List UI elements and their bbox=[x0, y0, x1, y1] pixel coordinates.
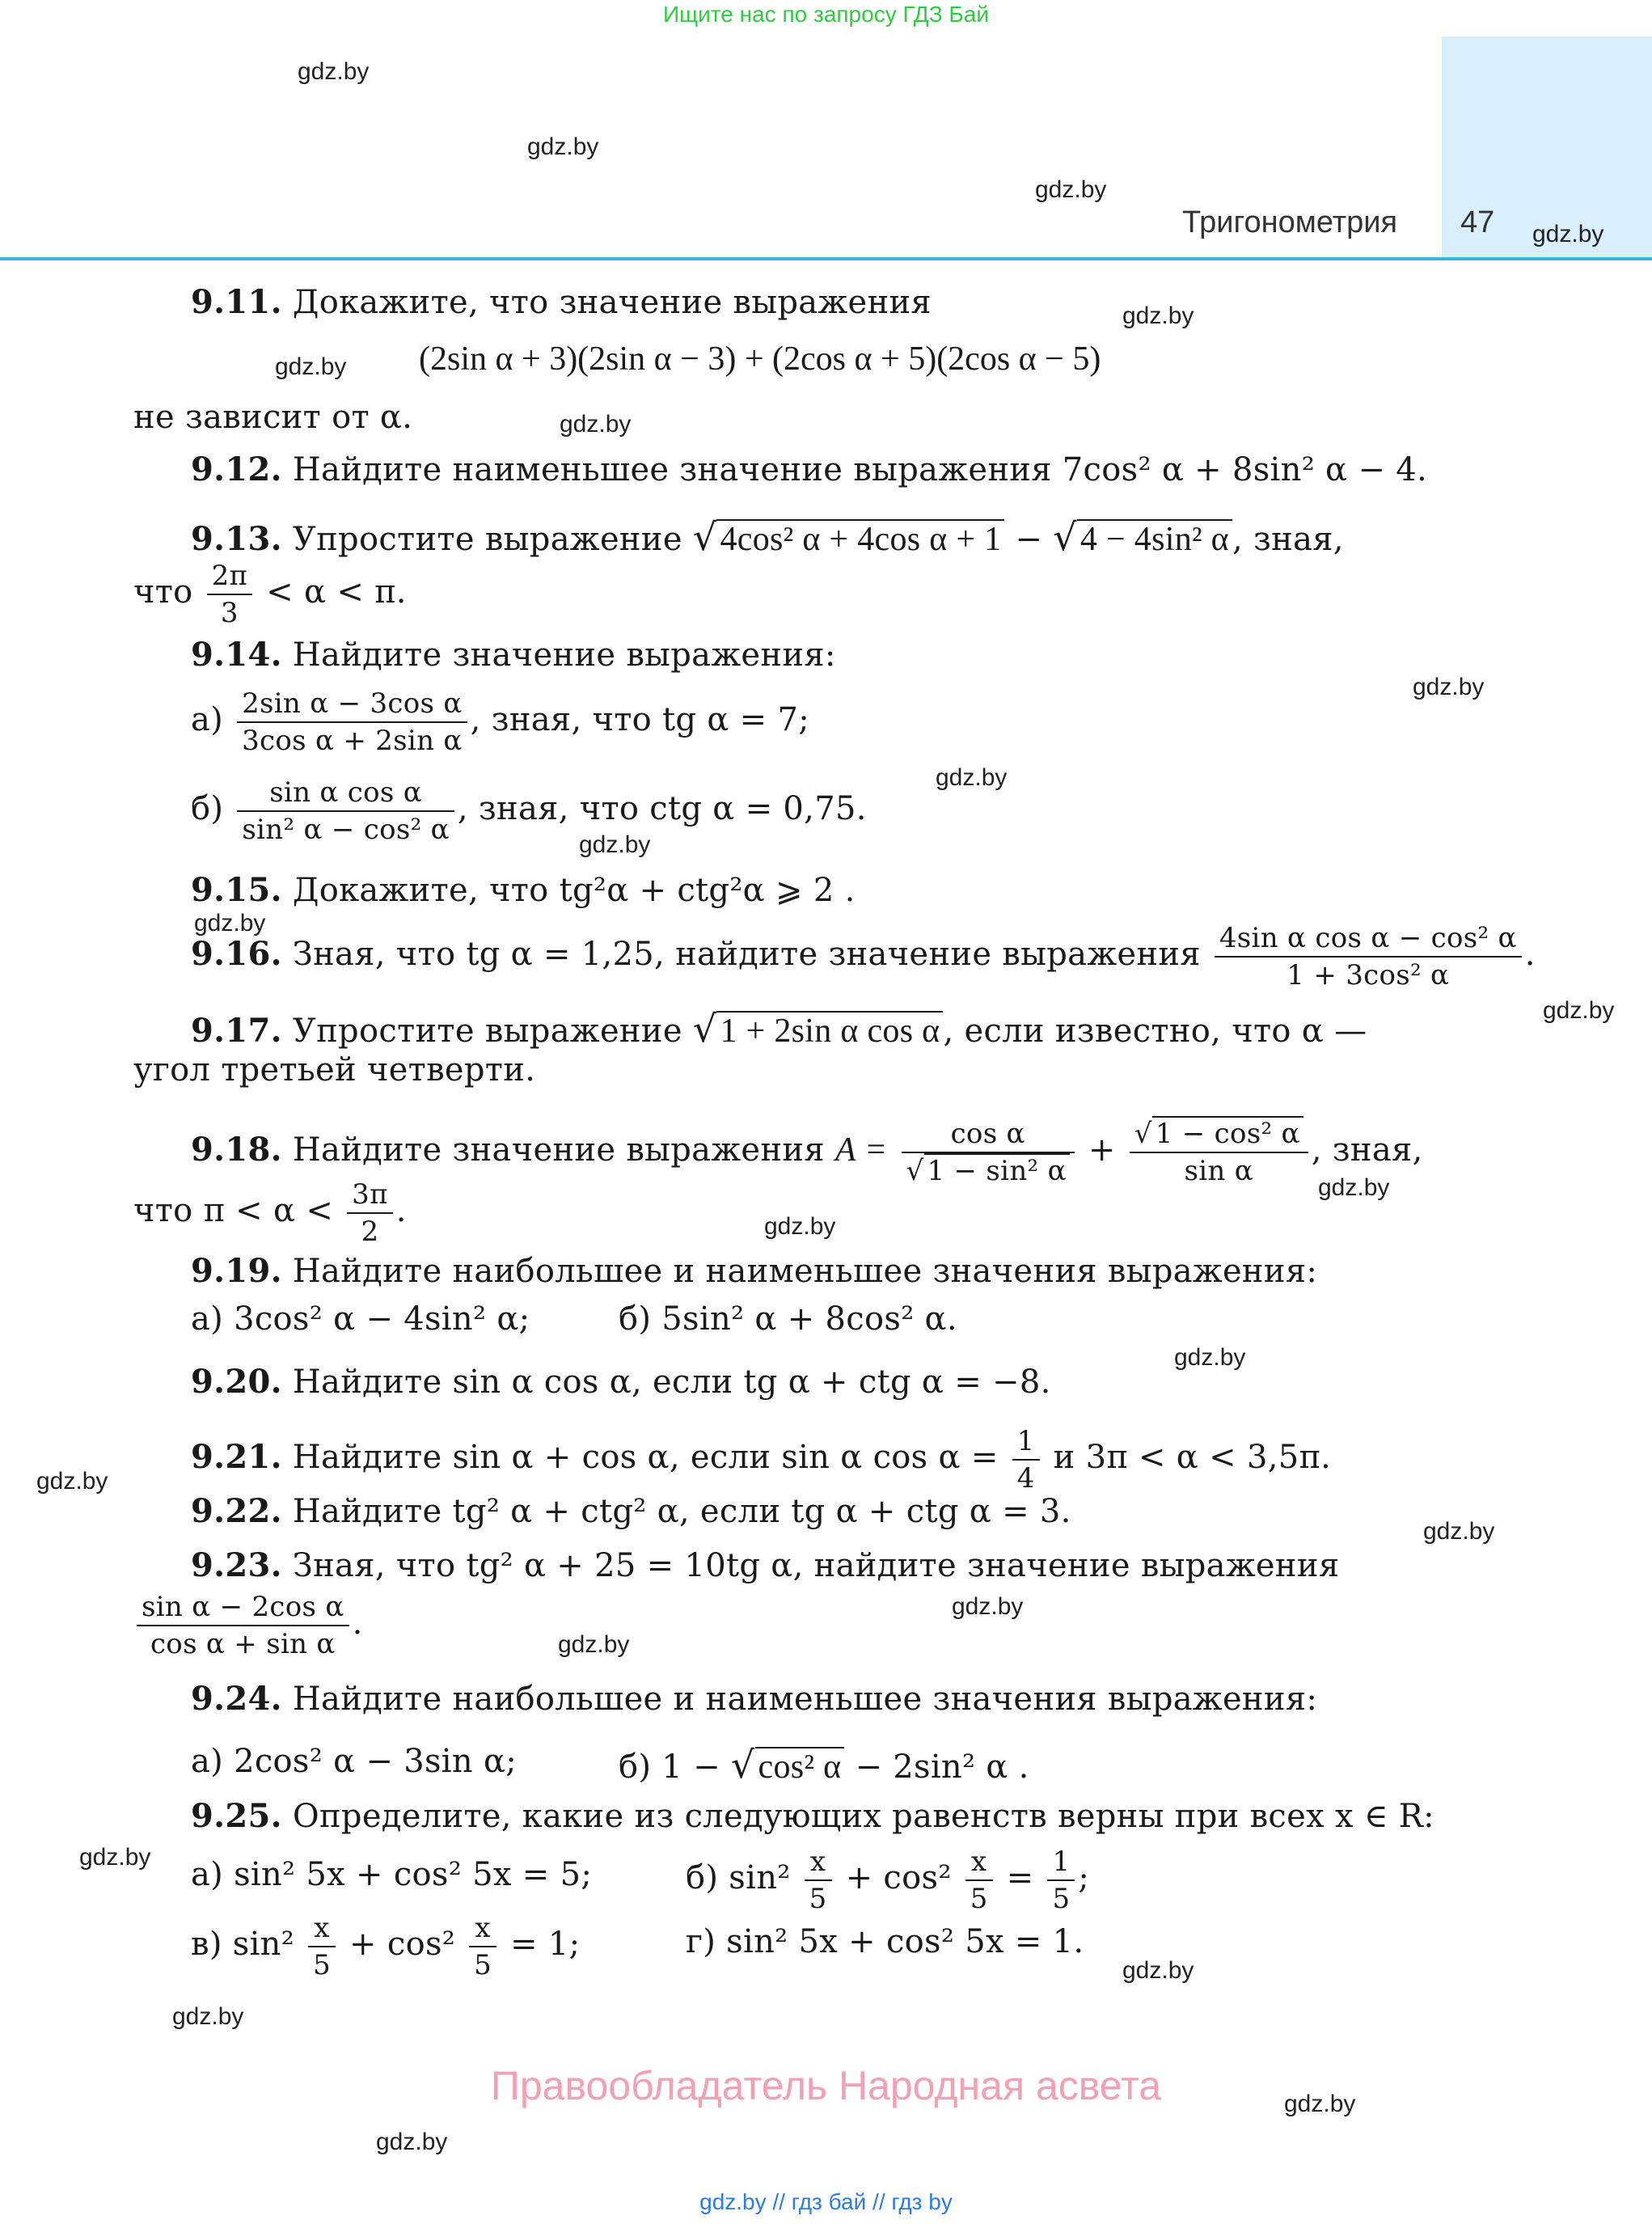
problem-9-13: 9.13. Упростите выражение √4cos² α + 4cos α + 1 − √4 − 4sin² α , зная, bbox=[191, 515, 1344, 559]
problem-9-19: 9.19. Найдите наибольшее и наименьшее значения выражения: bbox=[191, 1252, 1318, 1290]
fraction: $\frac{x}{5}$ bbox=[965, 1844, 993, 1917]
fraction: $\frac{2\pi}{3}$ bbox=[207, 558, 253, 631]
problem-9-19-b: б) 5sin² α + 8cos² α. bbox=[619, 1300, 957, 1338]
fraction: $\frac{\text{sin α − 2cos α}}{\text{cos α + sin α}}$ bbox=[137, 1589, 349, 1662]
problem-9-15: 9.15. Докажите, что tg²α + ctg²α ⩾ 2 . bbox=[191, 871, 856, 909]
problem-9-24-a: а) 2cos² α − 3sin α; bbox=[191, 1743, 518, 1780]
fraction: $\frac{\text{√ 1 − cos² α}}{\text{sin α}}$ bbox=[1130, 1116, 1308, 1189]
problem-9-20: 9.20. Найдите sin α cos α, если tg α + ctg α = −8. bbox=[191, 1363, 1051, 1401]
watermark: gdz.by bbox=[194, 910, 266, 937]
problem-9-24-b: б) 1 − √cos² α − 2sin² α . bbox=[619, 1743, 1029, 1786]
watermark: gdz.by bbox=[1423, 1518, 1495, 1545]
problem-9-17-line2: угол третьей четверти. bbox=[133, 1051, 536, 1089]
watermark: gdz.by bbox=[376, 2129, 448, 2155]
problem-9-18: 9.18. Найдите значение выражения A = $\frac{\text{cos α}}{\text{√ 1 − sin² α}}$ + $\frac{\text{√ 1 − cos² α}}{\text{sin α}}$ , зная, bbox=[191, 1118, 1423, 1187]
fraction: $\frac{x}{5}$ bbox=[469, 1910, 496, 1983]
problem-9-24: 9.24. Найдите наибольшее и наименьшее значения выражения: bbox=[191, 1680, 1318, 1718]
problem-9-14: 9.14. Найдите значение выражения: bbox=[191, 636, 836, 674]
watermark: gdz.by bbox=[579, 831, 651, 858]
problem-9-25-b: б) sin² $\frac{x}{5}$ + cos² $\frac{x}{5}$ = $\frac{1}{5}$ ; bbox=[686, 1846, 1090, 1915]
problem-9-19-a: а) 3cos² α − 4sin² α; bbox=[191, 1300, 530, 1338]
problem-9-17: 9.17. Упростите выражение √1 + 2sin α cos α , если известно, что α — bbox=[191, 1007, 1367, 1051]
watermark: gdz.by bbox=[936, 764, 1008, 791]
chapter-title: Тригонометрия bbox=[1182, 205, 1398, 239]
watermark: gdz.by bbox=[1532, 221, 1604, 247]
watermark: gdz.by bbox=[560, 411, 632, 438]
watermark: gdz.by bbox=[764, 1213, 836, 1240]
problem-9-14-b: б) $\frac{\text{sin α cos α}}{\text{sin² α − cos² α}}$ , зная, что ctg α = 0,75. bbox=[191, 776, 867, 846]
watermark: gdz.by bbox=[79, 1844, 151, 1871]
problem-9-25-g: г) sin² 5x + cos² 5x = 1. bbox=[686, 1923, 1084, 1960]
watermark: gdz.by bbox=[1284, 2091, 1356, 2117]
fraction: $\frac{\text{cos α}}{\text{√ 1 − sin² α}}$ bbox=[902, 1116, 1075, 1189]
fraction: $\frac{\text{2sin α − 3cos α}}{\text{3cos α + 2sin α}}$ bbox=[237, 686, 467, 759]
problem-9-23: 9.23. Зная, что tg² α + 25 = 10tg α, найдите значение выражения bbox=[191, 1546, 1340, 1584]
watermark: gdz.by bbox=[1035, 176, 1107, 203]
fraction: $\frac{\text{4sin α cos α − cos² α}}{\text{1 + 3cos² α}}$ bbox=[1215, 920, 1522, 993]
watermark: gdz.by bbox=[1174, 1344, 1246, 1371]
copyright-notice: Правообладатель Народная асвета bbox=[490, 2063, 1162, 2108]
watermark: gdz.by bbox=[36, 1468, 108, 1495]
fraction: $\frac{3\pi}{2}$ bbox=[347, 1177, 393, 1249]
fraction: $\frac{1}{4}$ bbox=[1012, 1423, 1040, 1496]
problem-9-25-a: а) sin² 5x + cos² 5x = 5; bbox=[191, 1856, 593, 1893]
watermark: gdz.by bbox=[1122, 302, 1194, 329]
fraction: $\frac{x}{5}$ bbox=[805, 1844, 832, 1917]
problem-9-25-v: в) sin² $\frac{x}{5}$ + cos² $\frac{x}{5}$ = 1; bbox=[191, 1912, 581, 1981]
problem-9-12: 9.12. Найдите наименьшее значение выражения 7cos² α + 8sin² α − 4. bbox=[191, 450, 1427, 488]
problem-9-23-expression: $\frac{\text{sin α − 2cos α}}{\text{cos α + sin α}}$ . bbox=[133, 1589, 363, 1662]
fraction: $\frac{1}{5}$ bbox=[1047, 1844, 1075, 1917]
watermark: gdz.by bbox=[527, 133, 599, 160]
problem-9-11: 9.11. Докажите, что значение выражения bbox=[191, 283, 932, 321]
problem-9-16: 9.16. Зная, что tg α = 1,25, найдите значение выражения $\frac{\text{4sin α cos α − cos² α}}{\text{1 + 3cos² α}}$ . bbox=[191, 922, 1536, 991]
problem-9-25: 9.25. Определите, какие из следующих равенств верны при всех x ∈ R: bbox=[191, 1797, 1434, 1835]
watermark: gdz.by bbox=[1413, 674, 1485, 700]
watermark: gdz.by bbox=[558, 1631, 630, 1658]
fraction: $\frac{x}{5}$ bbox=[308, 1910, 336, 1983]
header-divider bbox=[0, 257, 1652, 260]
watermark: gdz.by bbox=[952, 1593, 1024, 1620]
watermark: gdz.by bbox=[275, 353, 347, 380]
problem-9-13-condition: что $\frac{2\pi}{3}$ < α < π. bbox=[133, 560, 407, 629]
problem-9-11-expression: (2sin α + 3)(2sin α − 3) + (2cos α + 5)(2cos α − 5) bbox=[419, 340, 1101, 378]
watermark: gdz.by bbox=[172, 2003, 244, 2030]
fraction: $\frac{\text{sin α cos α}}{\text{sin² α − cos² α}}$ bbox=[237, 775, 454, 848]
problem-9-21: 9.21. Найдите sin α + cos α, если sin α cos α = $\frac{1}{4}$ и 3π < α < 3,5π. bbox=[191, 1425, 1332, 1495]
problem-9-11-tail: не зависит от α. bbox=[133, 399, 413, 436]
footer-links[interactable]: gdz.by // гдз бай // гдз by bbox=[699, 2189, 953, 2214]
watermark: gdz.by bbox=[298, 58, 370, 85]
watermark: gdz.by bbox=[1318, 1174, 1390, 1201]
top-banner[interactable]: Ищите нас по запросу ГДЗ Бай bbox=[662, 2, 990, 27]
page-number: 47 bbox=[1460, 205, 1495, 239]
problem-9-14-a: а) $\frac{\text{2sin α − 3cos α}}{\text{3cos α + 2sin α}}$ , зная, что tg α = 7; bbox=[191, 687, 810, 757]
watermark: gdz.by bbox=[1543, 997, 1615, 1024]
problem-9-18-condition: что π < α < $\frac{3\pi}{2}$ . bbox=[133, 1178, 407, 1248]
problem-9-22: 9.22. Найдите tg² α + ctg² α, если tg α + ctg α = 3. bbox=[191, 1492, 1071, 1530]
watermark: gdz.by bbox=[1122, 1957, 1194, 1984]
